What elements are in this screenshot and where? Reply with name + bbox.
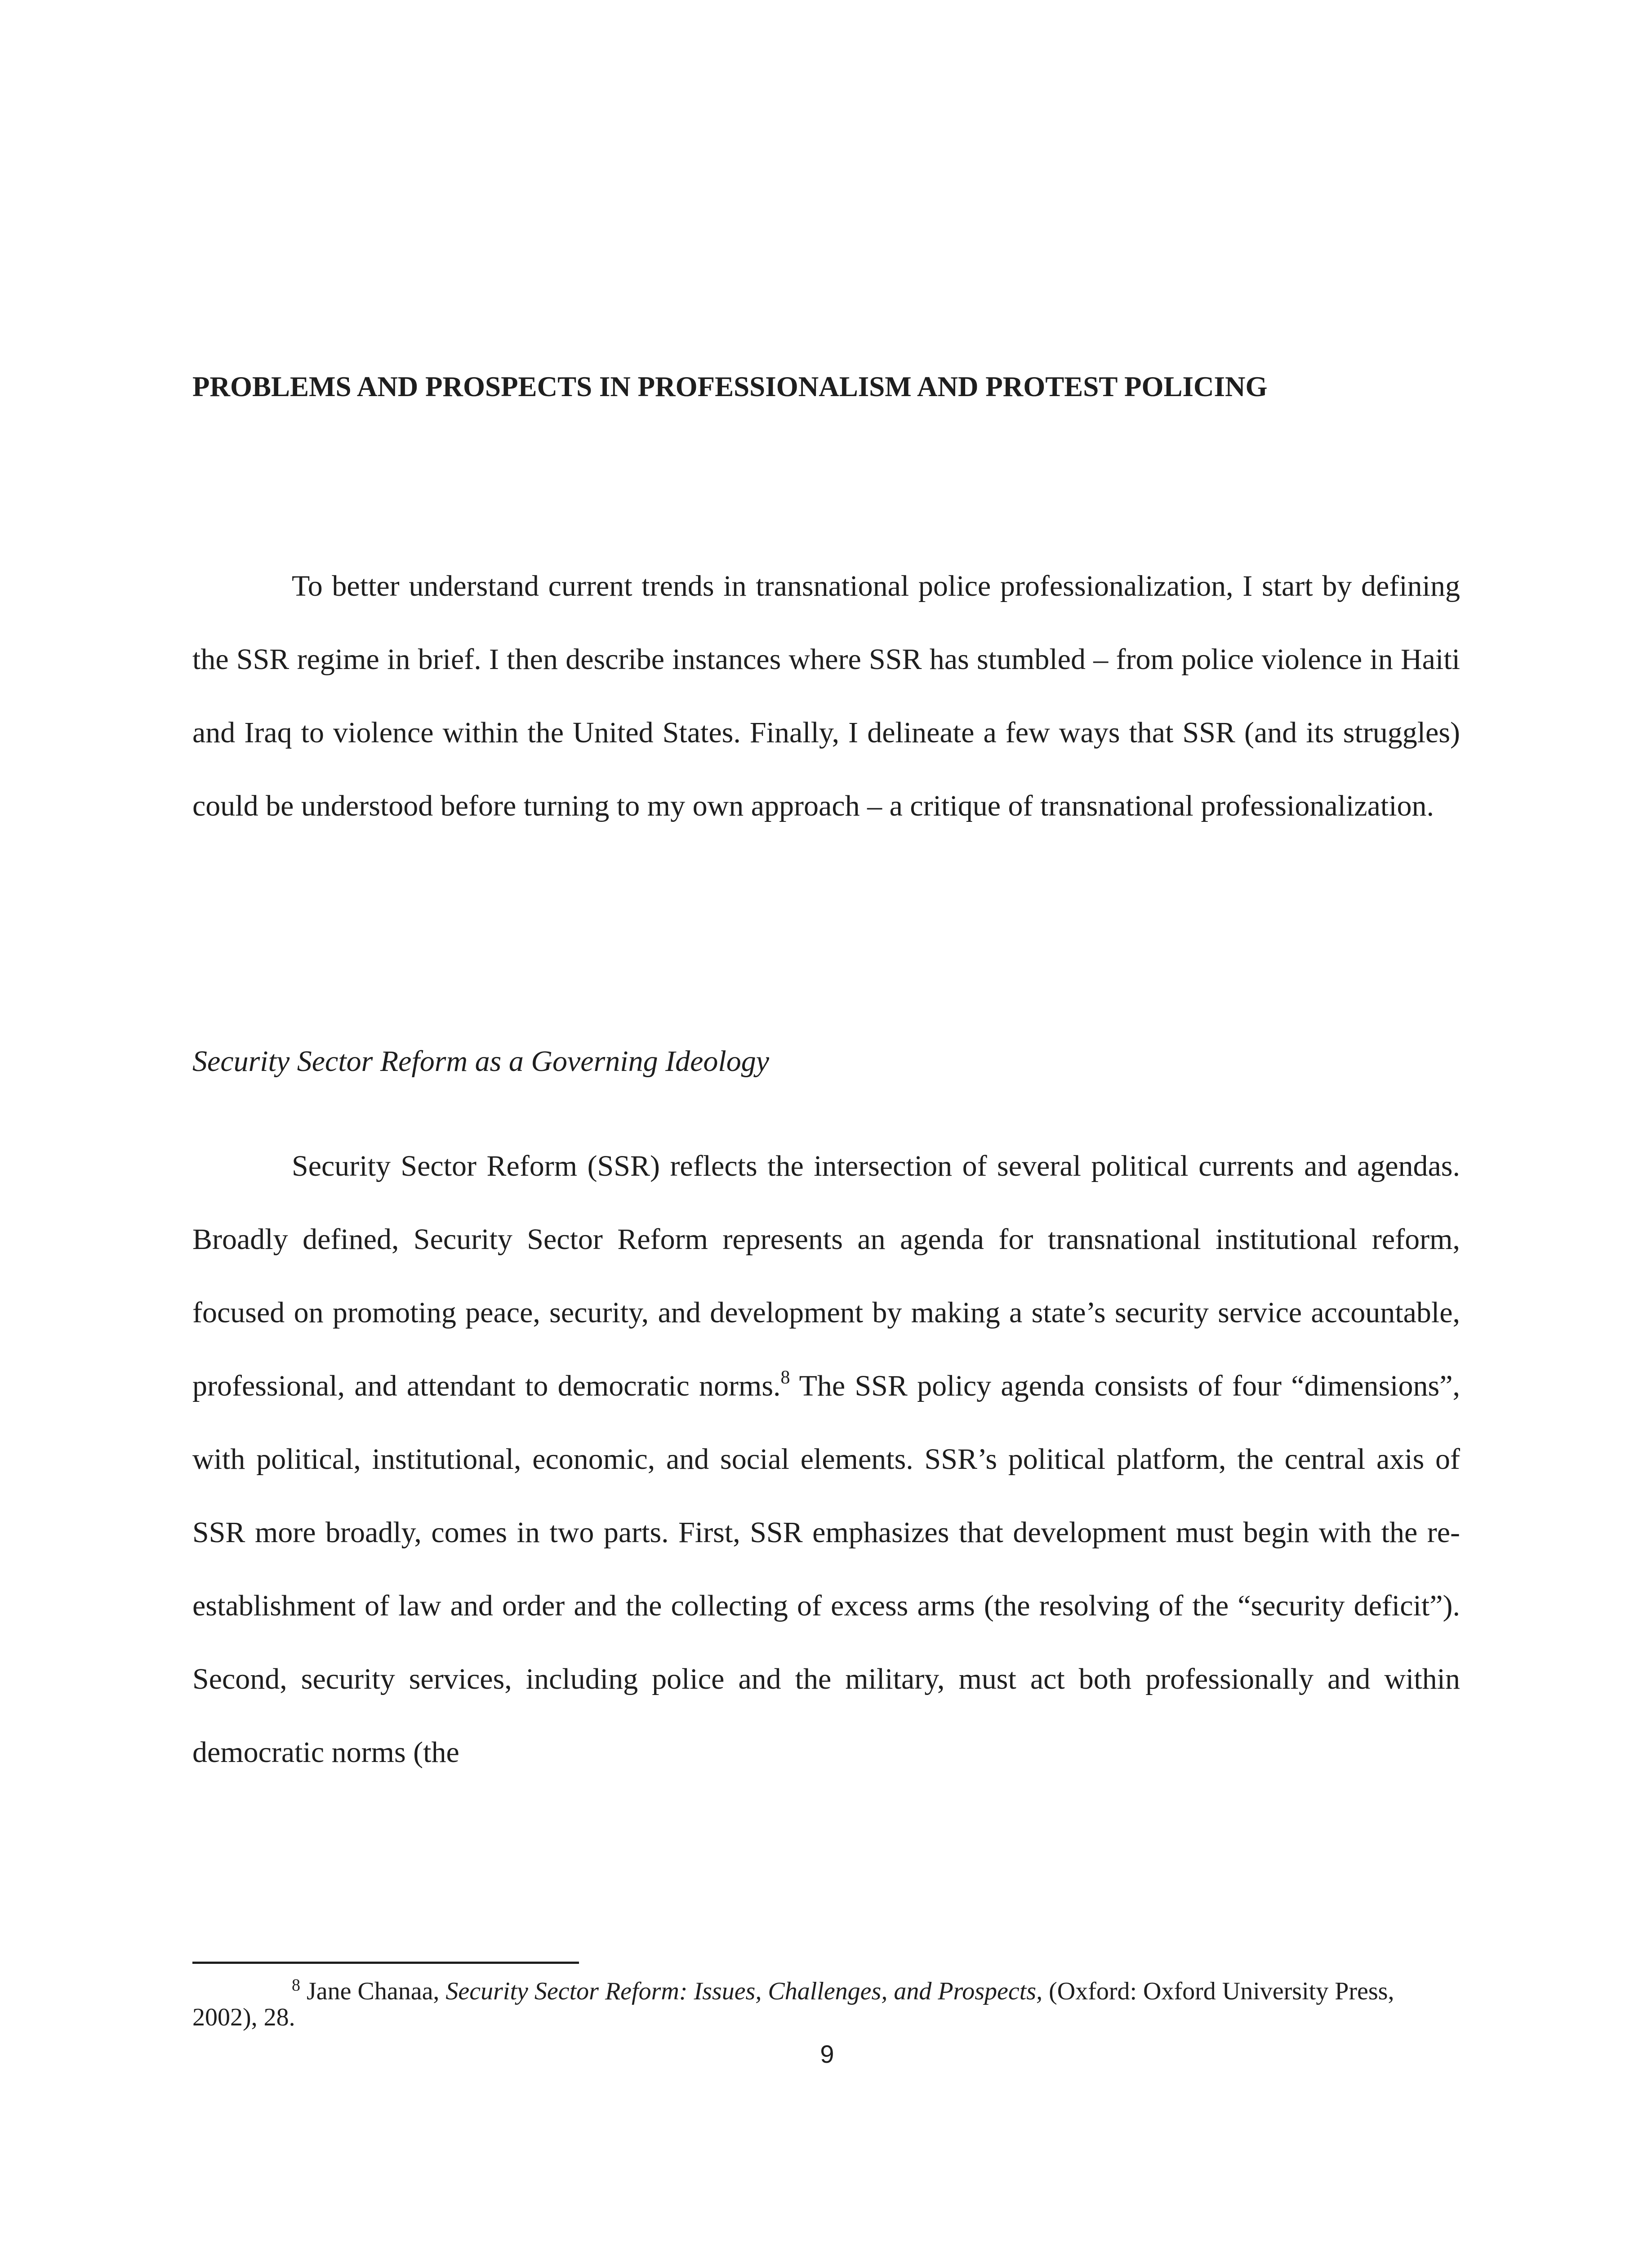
section-title: Security Sector Reform as a Governing Ideology (192, 1045, 770, 1078)
body-paragraph (192, 1129, 1460, 1789)
chapter-heading: PROBLEMS AND PROSPECTS IN PROFESSIONALISM AND PROTEST POLICING (192, 371, 1268, 402)
footnote-author: Jane Chanaa, (300, 1977, 446, 2005)
footnote-title: Security Sector Reform: Issues, Challenges, and Prospects, (445, 1977, 1043, 2005)
footnote-number: 8 (292, 1976, 300, 1995)
body-text-before-ref: Security Sector Reform (SSR) reflects the intersection of several political currents and agendas. Broadly defined, Security Sector Reform represents an agenda for transnational institutional reform, focused on promoting peace, security, and development by making a state’s security service accountable, professional, and attendant to democratic norms. (192, 1150, 1460, 1402)
footnote-divider (192, 1962, 579, 1964)
page-number: 9 (820, 2040, 834, 2068)
footnote-reference[interactable]: 8 (780, 1367, 790, 1388)
intro-paragraph: To better understand current trends in transnational police professionalization, I start by defining the SSR regime in brief. I then describe instances where SSR has stumbled – from police violence in Haiti and Iraq to violence within the United States. Finally, I delineate a few ways that SSR (and its struggles) could be understood before turning to my own approach – a critique of transnational professionalization. (192, 570, 1460, 822)
body-text-after-ref: The SSR policy agenda consists of four “dimensions”, with political, institutional, economic, and social elements. SSR’s political platform, the central axis of SSR more broadly, comes in two parts. First, SSR emphasizes that development must begin with the re-establishment of law and order and the collecting of excess arms (the resolving of the “security deficit”). Second, security services, including police and the military, must act both professionally and within democratic norms (the (192, 1369, 1460, 1769)
footnote (192, 1978, 1460, 2030)
footnote-citation: (Oxford: Oxford University Press, 2002), 28. (192, 1977, 1394, 2031)
